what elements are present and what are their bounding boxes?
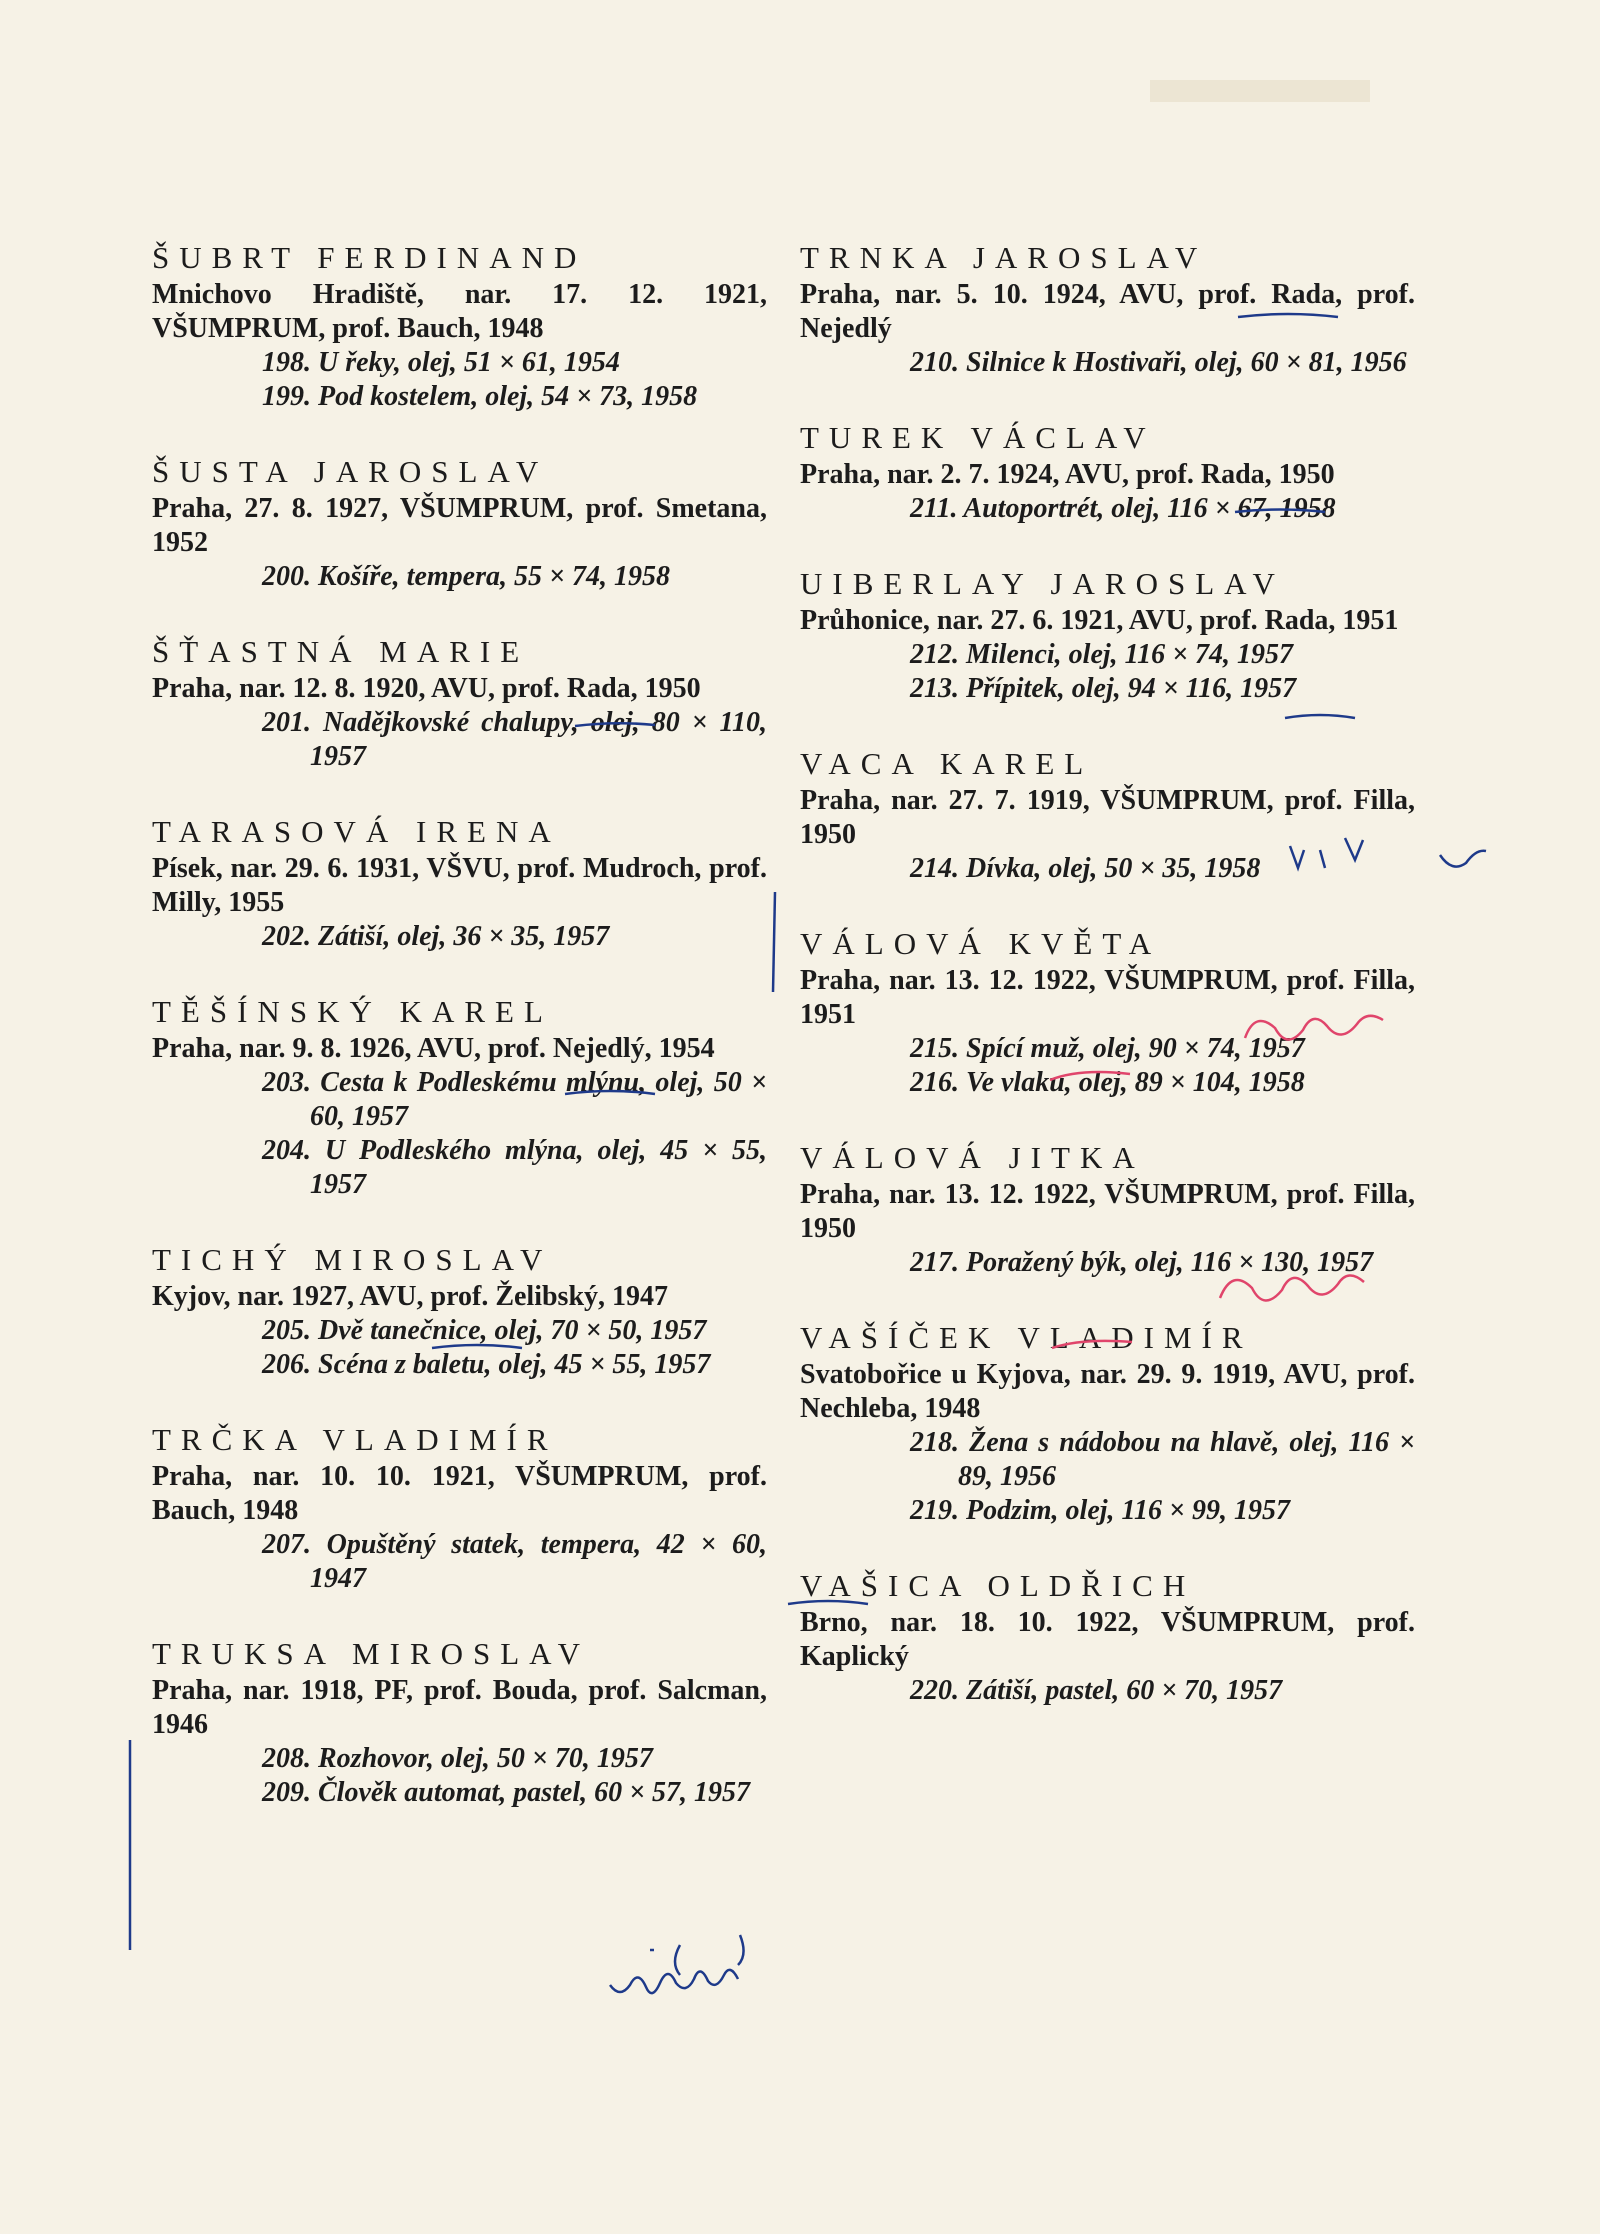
artist-entry — [152, 452, 767, 594]
artwork: 200. Košíře, tempera, 55 × 74, 1958 — [262, 561, 670, 592]
artist-info: Praha, nar. 13. 12. 1922, VŠUMPRUM, prof. Filla, 1950 — [800, 1179, 1415, 1244]
artwork: 205. Dvě tanečnice, olej, 70 × 50, 1957 — [262, 1315, 707, 1346]
artist-name: ŠŤASTNÁ MARIE — [152, 634, 530, 669]
artwork: 220. Zátiší, pastel, 60 × 70, 1957 — [910, 1675, 1283, 1706]
artwork: 208. Rozhovor, olej, 50 × 70, 1957 — [262, 1743, 653, 1774]
artwork: 201. Nadějkovské chalupy, olej, 80 × 110, 1957 — [262, 707, 767, 772]
artist-name: TRUKSA MIROSLAV — [152, 1636, 590, 1671]
artist-entry — [152, 1420, 767, 1596]
artist-name: TĚŠÍNSKÝ KAREL — [152, 994, 553, 1029]
artwork: 214. Dívka, olej, 50 × 35, 1958 — [910, 853, 1261, 884]
artist-info: Praha, nar. 5. 10. 1924, AVU, prof. Rada, prof. Nejedlý — [800, 279, 1415, 344]
artist-entry — [152, 812, 767, 954]
artist-info: Praha, 27. 8. 1927, VŠUMPRUM, prof. Smetana, 1952 — [152, 493, 767, 558]
artist-entry — [800, 564, 1415, 706]
artwork: 212. Milenci, olej, 116 × 74, 1957 — [910, 639, 1294, 670]
artist-info: Svatobořice u Kyjova, nar. 29. 9. 1919, AVU, prof. Nechleba, 1948 — [800, 1359, 1415, 1424]
artist-name: TRČKA VLADIMÍR — [152, 1422, 558, 1457]
artist-entry — [152, 632, 767, 774]
artwork: 211. Autoportrét, olej, 116 × 67, 1958 — [910, 493, 1336, 524]
artwork: 204. U Podleského mlýna, olej, 45 × 55, 1957 — [262, 1135, 767, 1200]
artist-name: TUREK VÁCLAV — [800, 420, 1156, 455]
artist-entry — [152, 238, 767, 414]
artwork: 209. Člověk automat, pastel, 60 × 57, 1957 — [262, 1777, 751, 1808]
artist-info: Brno, nar. 18. 10. 1922, VŠUMPRUM, prof. Kaplický — [800, 1607, 1415, 1672]
artist-entry — [152, 1240, 767, 1382]
artwork: 199. Pod kostelem, olej, 54 × 73, 1958 — [262, 381, 698, 412]
artist-name: ŠUSTA JAROSLAV — [152, 454, 549, 489]
artist-name: VÁLOVÁ JITKA — [800, 1140, 1145, 1175]
artist-name: VAŠICA OLDŘICH — [800, 1568, 1196, 1603]
artist-name: VAŠÍČEK VLADIMÍR — [800, 1320, 1253, 1355]
artist-name: VÁLOVÁ KVĚTA — [800, 926, 1162, 961]
artist-entry — [800, 1318, 1415, 1528]
artwork: 206. Scéna z baletu, olej, 45 × 55, 1957 — [262, 1349, 711, 1380]
artist-info: Písek, nar. 29. 6. 1931, VŠVU, prof. Mudroch, prof. Milly, 1955 — [152, 853, 767, 918]
artist-info: Praha, nar. 13. 12. 1922, VŠUMPRUM, prof. Filla, 1951 — [800, 965, 1415, 1030]
artist-info: Praha, nar. 12. 8. 1920, AVU, prof. Rada, 1950 — [152, 673, 701, 704]
artist-name: VACA KAREL — [800, 746, 1094, 781]
artist-entry — [800, 924, 1415, 1100]
artist-entry — [800, 1138, 1415, 1280]
artist-name: TICHÝ MIROSLAV — [152, 1242, 553, 1277]
bleed-through-mark — [1150, 60, 1390, 120]
artist-name: TRNKA JAROSLAV — [800, 240, 1208, 275]
artwork: 207. Opuštěný statek, tempera, 42 × 60, 1947 — [262, 1529, 767, 1594]
artist-info: Praha, nar. 10. 10. 1921, VŠUMPRUM, prof. Bauch, 1948 — [152, 1461, 767, 1526]
artwork: 215. Spící muž, olej, 90 × 74, 1957 — [910, 1033, 1305, 1064]
artwork: 213. Přípitek, olej, 94 × 116, 1957 — [910, 673, 1297, 704]
artist-entry — [800, 1566, 1415, 1708]
artist-entry — [800, 418, 1415, 526]
artist-info: Praha, nar. 9. 8. 1926, AVU, prof. Nejedlý, 1954 — [152, 1033, 715, 1064]
artist-entry — [800, 744, 1415, 886]
artist-name: TARASOVÁ IRENA — [152, 814, 561, 849]
artist-info: Průhonice, nar. 27. 6. 1921, AVU, prof. Rada, 1951 — [800, 605, 1399, 636]
artwork: 203. Cesta k Podleskému mlýnu, olej, 50 × 60, 1957 — [262, 1067, 767, 1132]
artwork: 216. Ve vlaku, olej, 89 × 104, 1958 — [910, 1067, 1305, 1098]
artist-info: Mnichovo Hradiště, nar. 17. 12. 1921, VŠUMPRUM, prof. Bauch, 1948 — [152, 279, 767, 344]
left-column — [152, 238, 767, 1848]
artwork: 219. Podzim, olej, 116 × 99, 1957 — [910, 1495, 1290, 1526]
artwork: 218. Žena s nádobou na hlavě, olej, 116 × 89, 1956 — [910, 1427, 1415, 1492]
artwork: 202. Zátiší, olej, 36 × 35, 1957 — [262, 921, 610, 952]
artist-name: UIBERLAY JAROSLAV — [800, 566, 1285, 601]
artist-entry — [800, 238, 1415, 380]
artist-name: ŠUBRT FERDINAND — [152, 240, 587, 275]
artist-info: Praha, nar. 2. 7. 1924, AVU, prof. Rada, 1950 — [800, 459, 1335, 490]
artist-info: Kyjov, nar. 1927, AVU, prof. Želibský, 1947 — [152, 1281, 669, 1312]
artist-info: Praha, nar. 27. 7. 1919, VŠUMPRUM, prof. Filla, 1950 — [800, 785, 1415, 850]
artwork: 210. Silnice k Hostivaři, olej, 60 × 81, 1956 — [910, 347, 1407, 378]
artwork: 217. Poražený býk, olej, 116 × 130, 1957 — [910, 1247, 1374, 1278]
artwork: 198. U řeky, olej, 51 × 61, 1954 — [262, 347, 620, 378]
right-column — [800, 238, 1415, 1746]
artist-info: Praha, nar. 1918, PF, prof. Bouda, prof. Salcman, 1946 — [152, 1675, 767, 1740]
artist-entry — [152, 1634, 767, 1810]
artist-entry — [152, 992, 767, 1202]
